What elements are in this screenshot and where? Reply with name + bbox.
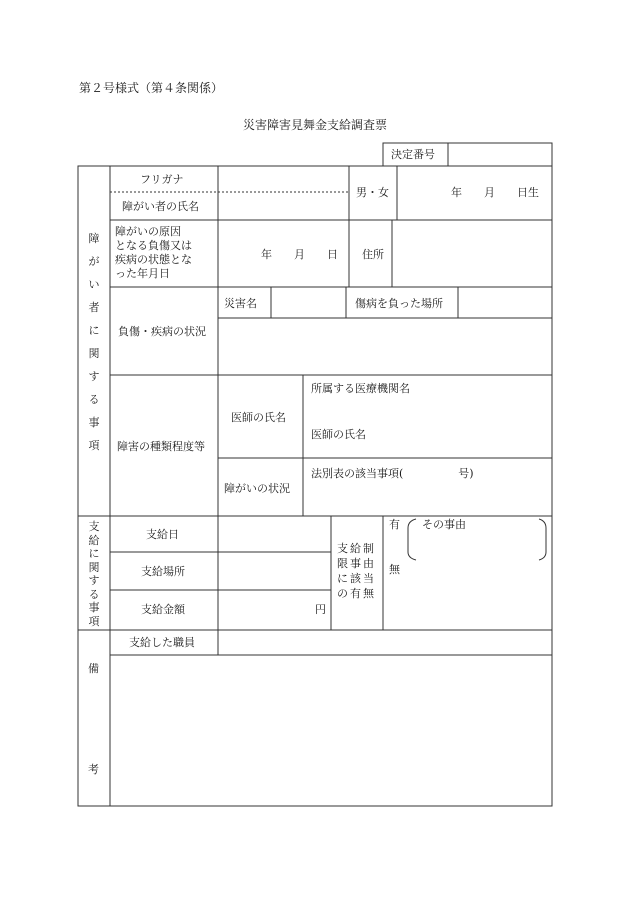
form-title: 災害障害見舞金支給調査票 <box>243 118 388 132</box>
injury-place-label: 傷病を負った場所 <box>355 297 443 310</box>
law-item-label: 法別表の該当事項( 号) <box>311 467 474 480</box>
disability-status-label: 障がいの状況 <box>224 482 290 495</box>
cause-date-value: 年 月 日 <box>261 248 338 261</box>
birth-date-label: 年 月 日生 <box>451 186 539 199</box>
payment-section-label <box>87 520 101 628</box>
payment-place-label: 支給場所 <box>141 565 185 578</box>
decision-number-label: 決定番号 <box>391 148 435 161</box>
gender-label: 男・女 <box>356 186 389 199</box>
form-number: 第２号様式（第４条関係） <box>79 81 224 95</box>
restriction-reason-label: その事由 <box>422 518 466 531</box>
payment-section-text: 支 給 に 関 す る 事 項 <box>88 520 100 628</box>
restriction-no-label: 無 <box>389 563 400 576</box>
restriction-label: 支給制 限事由 に該当 の有無 <box>337 542 376 600</box>
doctor-name-label: 医師の氏名 <box>231 411 286 424</box>
disaster-name-label: 災害名 <box>224 297 257 310</box>
remarks-label-bottom: 考 <box>88 763 99 776</box>
payment-date-label: 支給日 <box>146 528 179 541</box>
disability-type-label: 障害の種類程度等 <box>117 440 205 453</box>
name-label: 障がい者の氏名 <box>122 200 199 213</box>
institution-label: 所属する医療機関名 <box>311 382 410 395</box>
person-section-text: 障 が い 者 に 関 す る 事 項 <box>88 232 100 452</box>
yen-unit: 円 <box>315 603 326 616</box>
cause-date-label: 障がいの原因 となる負傷又は 疾病の状態とな った年月日 <box>115 225 192 280</box>
staff-label: 支給した職員 <box>129 636 195 649</box>
remarks-label-top: 備 <box>88 662 99 675</box>
person-section-label <box>87 232 101 462</box>
doctor-name-inner-label: 医師の氏名 <box>311 428 366 441</box>
payment-amount-label: 支給金額 <box>141 603 185 616</box>
address-label: 住所 <box>362 248 384 261</box>
furigana-label: フリガナ <box>140 173 184 186</box>
restriction-yes-label: 有 <box>389 518 400 531</box>
injury-status-label: 負傷・疾病の状況 <box>118 325 206 338</box>
